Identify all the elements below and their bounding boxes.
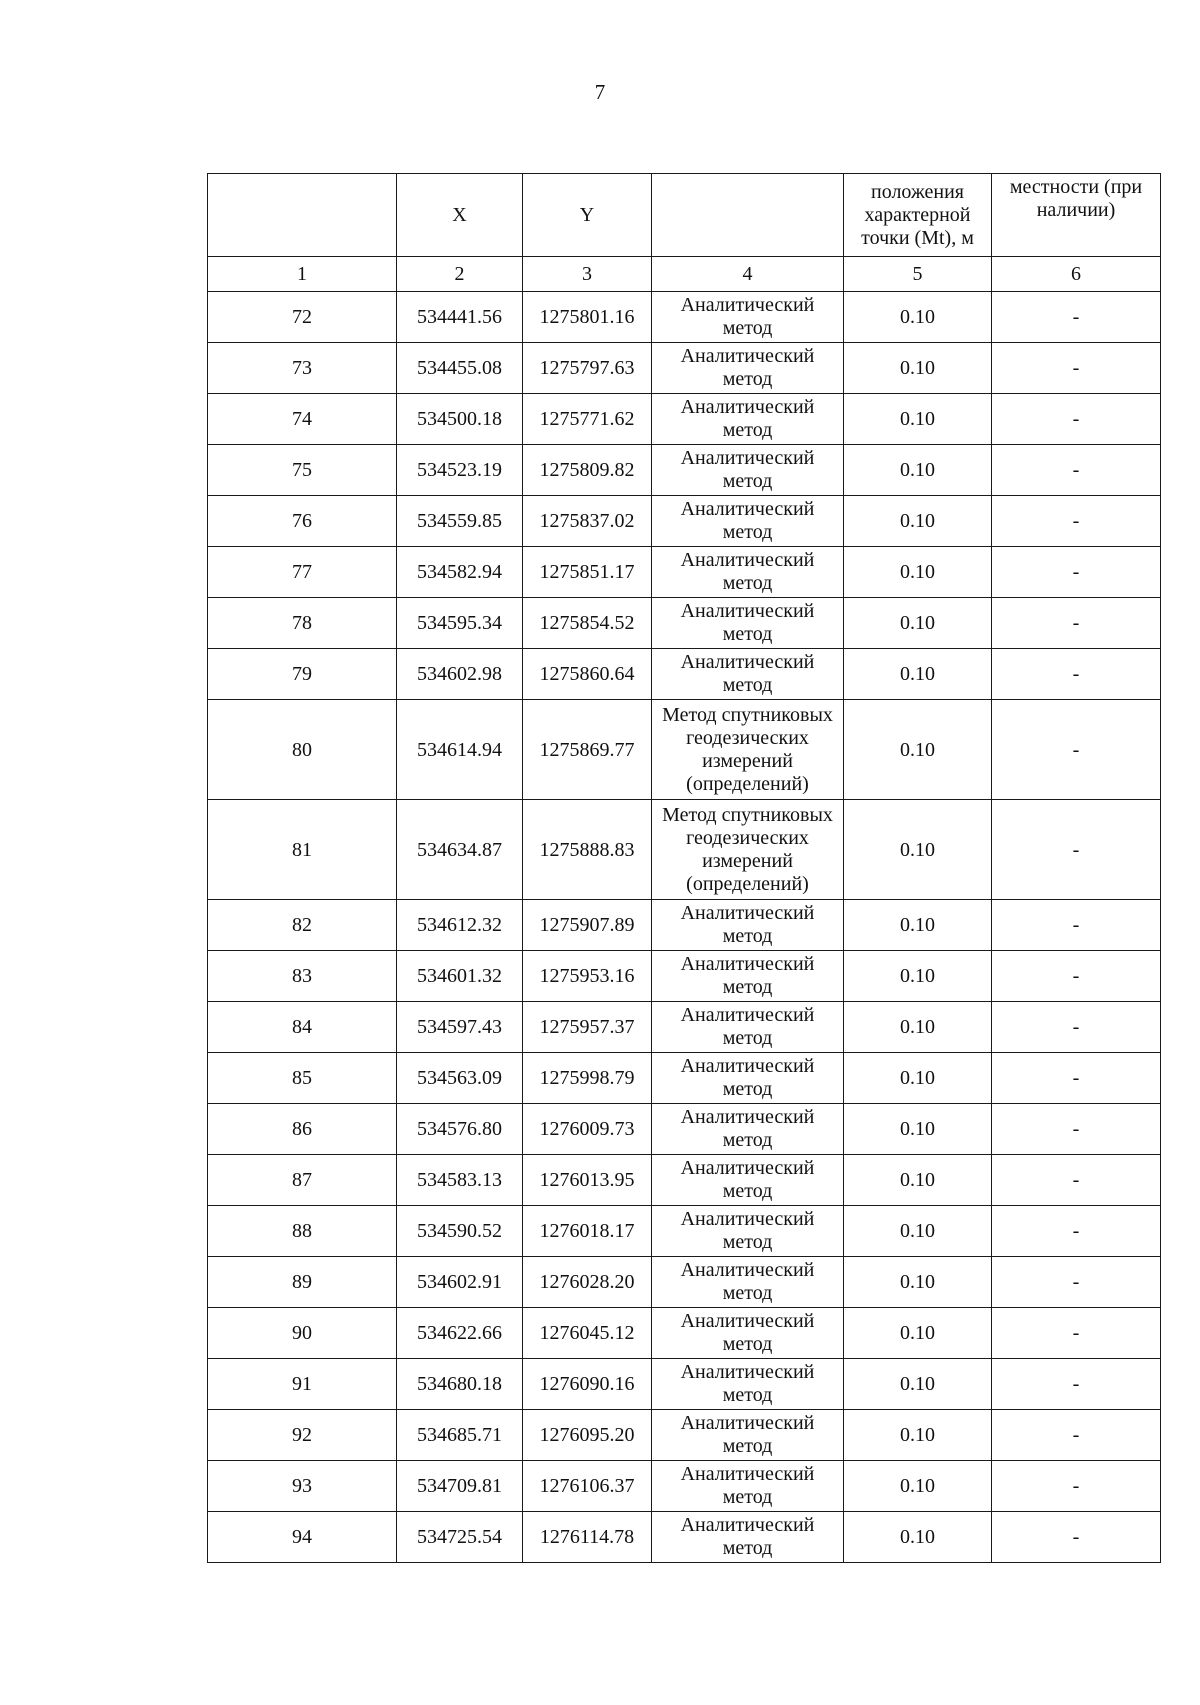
description-cell: - bbox=[992, 800, 1161, 900]
table-row bbox=[208, 1512, 1161, 1563]
y-coordinate-cell: 1275771.62 bbox=[523, 394, 652, 445]
method-line: метод bbox=[722, 1333, 773, 1355]
point-number-cell: 80 bbox=[208, 700, 397, 800]
description-cell: - bbox=[992, 1410, 1161, 1461]
accuracy-cell: 0.10 bbox=[844, 1104, 992, 1155]
method-line: метод bbox=[722, 1435, 773, 1457]
point-number-cell: 86 bbox=[208, 1104, 397, 1155]
point-number-cell: 82 bbox=[208, 900, 397, 951]
accuracy-cell: 0.10 bbox=[844, 1053, 992, 1104]
x-coordinate-cell: 534709.81 bbox=[397, 1461, 523, 1512]
point-number-cell: 88 bbox=[208, 1206, 397, 1257]
table-row bbox=[208, 598, 1161, 649]
point-number-cell: 77 bbox=[208, 547, 397, 598]
accuracy-cell: 0.10 bbox=[844, 1002, 992, 1053]
table-row bbox=[208, 445, 1161, 496]
table-row bbox=[208, 1257, 1161, 1308]
point-number-cell: 85 bbox=[208, 1053, 397, 1104]
method-line: метод bbox=[722, 1129, 773, 1151]
accuracy-cell: 0.10 bbox=[844, 1410, 992, 1461]
method-line: Аналитический bbox=[680, 1463, 815, 1485]
x-coordinate-cell: 534685.71 bbox=[397, 1410, 523, 1461]
x-coordinate-cell: 534622.66 bbox=[397, 1308, 523, 1359]
accuracy-cell: 0.10 bbox=[844, 292, 992, 343]
header-method bbox=[652, 174, 844, 257]
x-coordinate-cell: 534563.09 bbox=[397, 1053, 523, 1104]
x-coordinate-cell: 534583.13 bbox=[397, 1155, 523, 1206]
method-line: метод bbox=[722, 1027, 773, 1049]
x-coordinate-cell: 534582.94 bbox=[397, 547, 523, 598]
method-line: Аналитический bbox=[680, 1055, 815, 1077]
method-line: метод bbox=[722, 1384, 773, 1406]
description-cell: - bbox=[992, 292, 1161, 343]
accuracy-cell: 0.10 bbox=[844, 1206, 992, 1257]
point-number-cell: 89 bbox=[208, 1257, 397, 1308]
x-coordinate-cell: 534614.94 bbox=[397, 700, 523, 800]
y-coordinate-cell: 1275907.89 bbox=[523, 900, 652, 951]
y-coordinate-cell: 1275837.02 bbox=[523, 496, 652, 547]
accuracy-cell: 0.10 bbox=[844, 598, 992, 649]
table-row bbox=[208, 292, 1161, 343]
method-line: метод bbox=[722, 572, 773, 594]
x-coordinate-cell: 534601.32 bbox=[397, 951, 523, 1002]
method-line: метод bbox=[722, 1231, 773, 1253]
point-number-cell: 94 bbox=[208, 1512, 397, 1563]
table-row bbox=[208, 700, 1161, 800]
y-coordinate-cell: 1275851.17 bbox=[523, 547, 652, 598]
method-line: Метод спутниковых bbox=[662, 803, 833, 826]
x-coordinate-cell: 534559.85 bbox=[397, 496, 523, 547]
table-row bbox=[208, 1104, 1161, 1155]
point-number-cell: 75 bbox=[208, 445, 397, 496]
method-line: метод bbox=[722, 976, 773, 998]
y-coordinate-cell: 1276018.17 bbox=[523, 1206, 652, 1257]
method-line: измерений bbox=[702, 849, 793, 872]
table-row bbox=[208, 1461, 1161, 1512]
table-row bbox=[208, 1308, 1161, 1359]
description-cell: - bbox=[992, 1002, 1161, 1053]
y-coordinate-cell: 1275888.83 bbox=[523, 800, 652, 900]
method-line: Аналитический bbox=[680, 1208, 815, 1230]
accuracy-cell: 0.10 bbox=[844, 1155, 992, 1206]
coordinates-table bbox=[207, 173, 1161, 1563]
method-line: Аналитический bbox=[680, 345, 815, 367]
description-cell: - bbox=[992, 1257, 1161, 1308]
method-line: геодезических bbox=[686, 726, 809, 749]
method-cell bbox=[652, 700, 844, 800]
accuracy-cell: 0.10 bbox=[844, 343, 992, 394]
method-line: Аналитический bbox=[680, 1310, 815, 1332]
description-cell: - bbox=[992, 445, 1161, 496]
x-coordinate-cell: 534725.54 bbox=[397, 1512, 523, 1563]
method-line: Метод спутниковых bbox=[662, 703, 833, 726]
x-coordinate-cell: 534634.87 bbox=[397, 800, 523, 900]
accuracy-cell: 0.10 bbox=[844, 1308, 992, 1359]
x-coordinate-cell: 534602.91 bbox=[397, 1257, 523, 1308]
description-cell: - bbox=[992, 547, 1161, 598]
method-line: Аналитический bbox=[680, 1004, 815, 1026]
x-coordinate-cell: 534523.19 bbox=[397, 445, 523, 496]
x-coordinate-cell: 534602.98 bbox=[397, 649, 523, 700]
point-number-cell: 91 bbox=[208, 1359, 397, 1410]
accuracy-cell: 0.10 bbox=[844, 700, 992, 800]
column-number: 2 bbox=[397, 257, 523, 292]
y-coordinate-cell: 1275860.64 bbox=[523, 649, 652, 700]
description-cell: - bbox=[992, 649, 1161, 700]
method-line: метод bbox=[722, 317, 773, 339]
accuracy-cell: 0.10 bbox=[844, 1512, 992, 1563]
method-cell bbox=[652, 292, 844, 343]
x-coordinate-cell: 534595.34 bbox=[397, 598, 523, 649]
method-line: Аналитический bbox=[680, 1106, 815, 1128]
description-cell: - bbox=[992, 1053, 1161, 1104]
method-cell bbox=[652, 951, 844, 1002]
column-number-row bbox=[208, 257, 1161, 292]
table-row bbox=[208, 394, 1161, 445]
y-coordinate-cell: 1276095.20 bbox=[523, 1410, 652, 1461]
table-row bbox=[208, 343, 1161, 394]
point-number-cell: 76 bbox=[208, 496, 397, 547]
description-cell: - bbox=[992, 496, 1161, 547]
description-cell: - bbox=[992, 394, 1161, 445]
method-line: метод bbox=[722, 1078, 773, 1100]
method-cell bbox=[652, 1155, 844, 1206]
header-accuracy bbox=[844, 174, 992, 257]
method-line: Аналитический bbox=[680, 1157, 815, 1179]
method-line: Аналитический bbox=[680, 396, 815, 418]
accuracy-cell: 0.10 bbox=[844, 649, 992, 700]
method-line: метод bbox=[722, 521, 773, 543]
method-cell bbox=[652, 394, 844, 445]
description-cell: - bbox=[992, 343, 1161, 394]
table-row bbox=[208, 900, 1161, 951]
method-cell bbox=[652, 1053, 844, 1104]
y-coordinate-cell: 1276013.95 bbox=[523, 1155, 652, 1206]
x-coordinate-cell: 534612.32 bbox=[397, 900, 523, 951]
method-line: метод bbox=[722, 623, 773, 645]
table-row bbox=[208, 496, 1161, 547]
x-coordinate-cell: 534441.56 bbox=[397, 292, 523, 343]
method-cell bbox=[652, 1359, 844, 1410]
column-number: 1 bbox=[208, 257, 397, 292]
method-cell bbox=[652, 1410, 844, 1461]
header-point-number bbox=[208, 174, 397, 257]
method-cell bbox=[652, 649, 844, 700]
y-coordinate-cell: 1275953.16 bbox=[523, 951, 652, 1002]
method-line: метод bbox=[722, 1486, 773, 1508]
x-coordinate-cell: 534500.18 bbox=[397, 394, 523, 445]
method-line: метод bbox=[722, 1180, 773, 1202]
method-line: метод bbox=[722, 674, 773, 696]
header-description bbox=[992, 174, 1161, 257]
method-cell bbox=[652, 900, 844, 951]
table-row bbox=[208, 1359, 1161, 1410]
method-line: метод bbox=[722, 1282, 773, 1304]
method-line: Аналитический bbox=[680, 651, 815, 673]
column-number: 4 bbox=[652, 257, 844, 292]
accuracy-cell: 0.10 bbox=[844, 1359, 992, 1410]
method-line: Аналитический bbox=[680, 294, 815, 316]
method-line: метод bbox=[722, 470, 773, 492]
y-coordinate-cell: 1276114.78 bbox=[523, 1512, 652, 1563]
description-cell: - bbox=[992, 1104, 1161, 1155]
method-cell bbox=[652, 1308, 844, 1359]
accuracy-cell: 0.10 bbox=[844, 1257, 992, 1308]
description-cell: - bbox=[992, 1308, 1161, 1359]
method-line: метод bbox=[722, 1537, 773, 1559]
method-cell bbox=[652, 496, 844, 547]
accuracy-cell: 0.10 bbox=[844, 445, 992, 496]
table-row bbox=[208, 1155, 1161, 1206]
y-coordinate-cell: 1275801.16 bbox=[523, 292, 652, 343]
y-coordinate-cell: 1276028.20 bbox=[523, 1257, 652, 1308]
table-row bbox=[208, 547, 1161, 598]
method-cell bbox=[652, 1002, 844, 1053]
header-x: X bbox=[397, 174, 523, 257]
point-number-cell: 81 bbox=[208, 800, 397, 900]
method-line: метод bbox=[722, 368, 773, 390]
header-accuracy-line: характерной bbox=[864, 203, 971, 226]
header-description-line: местности (при bbox=[1009, 176, 1143, 198]
method-line: Аналитический bbox=[680, 498, 815, 520]
x-coordinate-cell: 534597.43 bbox=[397, 1002, 523, 1053]
description-cell: - bbox=[992, 700, 1161, 800]
method-line: (определений) bbox=[686, 872, 809, 895]
method-line: Аналитический bbox=[680, 1514, 815, 1536]
description-cell: - bbox=[992, 1461, 1161, 1512]
table-row bbox=[208, 1002, 1161, 1053]
description-cell: - bbox=[992, 1359, 1161, 1410]
method-line: Аналитический bbox=[680, 953, 815, 975]
y-coordinate-cell: 1275998.79 bbox=[523, 1053, 652, 1104]
header-y: Y bbox=[523, 174, 652, 257]
point-number-cell: 72 bbox=[208, 292, 397, 343]
x-coordinate-cell: 534455.08 bbox=[397, 343, 523, 394]
point-number-cell: 74 bbox=[208, 394, 397, 445]
point-number-cell: 84 bbox=[208, 1002, 397, 1053]
point-number-cell: 79 bbox=[208, 649, 397, 700]
y-coordinate-cell: 1276106.37 bbox=[523, 1461, 652, 1512]
method-line: Аналитический bbox=[680, 447, 815, 469]
column-number: 6 bbox=[992, 257, 1161, 292]
point-number-cell: 90 bbox=[208, 1308, 397, 1359]
accuracy-cell: 0.10 bbox=[844, 1461, 992, 1512]
point-number-cell: 78 bbox=[208, 598, 397, 649]
description-cell: - bbox=[992, 598, 1161, 649]
method-cell bbox=[652, 800, 844, 900]
method-cell bbox=[652, 547, 844, 598]
x-coordinate-cell: 534590.52 bbox=[397, 1206, 523, 1257]
page-number: 7 bbox=[594, 80, 606, 104]
table-row bbox=[208, 1410, 1161, 1461]
method-line: метод bbox=[722, 925, 773, 947]
y-coordinate-cell: 1275797.63 bbox=[523, 343, 652, 394]
point-number-cell: 73 bbox=[208, 343, 397, 394]
point-number-cell: 83 bbox=[208, 951, 397, 1002]
method-cell bbox=[652, 1461, 844, 1512]
accuracy-cell: 0.10 bbox=[844, 800, 992, 900]
accuracy-cell: 0.10 bbox=[844, 496, 992, 547]
method-line: (определений) bbox=[686, 772, 809, 795]
method-cell bbox=[652, 598, 844, 649]
method-line: измерений bbox=[702, 749, 793, 772]
accuracy-cell: 0.10 bbox=[844, 900, 992, 951]
method-line: Аналитический bbox=[680, 1412, 815, 1434]
y-coordinate-cell: 1276090.16 bbox=[523, 1359, 652, 1410]
accuracy-cell: 0.10 bbox=[844, 394, 992, 445]
method-cell bbox=[652, 1512, 844, 1563]
table-row bbox=[208, 1053, 1161, 1104]
table-row bbox=[208, 800, 1161, 900]
method-line: Аналитический bbox=[680, 902, 815, 924]
y-coordinate-cell: 1276045.12 bbox=[523, 1308, 652, 1359]
table-row bbox=[208, 649, 1161, 700]
x-coordinate-cell: 534576.80 bbox=[397, 1104, 523, 1155]
y-coordinate-cell: 1276009.73 bbox=[523, 1104, 652, 1155]
x-coordinate-cell: 534680.18 bbox=[397, 1359, 523, 1410]
method-cell bbox=[652, 343, 844, 394]
method-cell bbox=[652, 1206, 844, 1257]
accuracy-cell: 0.10 bbox=[844, 951, 992, 1002]
description-cell: - bbox=[992, 900, 1161, 951]
column-number: 3 bbox=[523, 257, 652, 292]
y-coordinate-cell: 1275957.37 bbox=[523, 1002, 652, 1053]
method-line: геодезических bbox=[686, 826, 809, 849]
table-row bbox=[208, 951, 1161, 1002]
method-line: Аналитический bbox=[680, 549, 815, 571]
y-coordinate-cell: 1275809.82 bbox=[523, 445, 652, 496]
column-number: 5 bbox=[844, 257, 992, 292]
point-number-cell: 87 bbox=[208, 1155, 397, 1206]
method-line: Аналитический bbox=[680, 600, 815, 622]
description-cell: - bbox=[992, 1512, 1161, 1563]
description-cell: - bbox=[992, 951, 1161, 1002]
accuracy-cell: 0.10 bbox=[844, 547, 992, 598]
method-cell bbox=[652, 445, 844, 496]
description-cell: - bbox=[992, 1206, 1161, 1257]
header-accuracy-line: точки (Mt), м bbox=[861, 226, 974, 249]
method-line: метод bbox=[722, 419, 773, 441]
point-number-cell: 92 bbox=[208, 1410, 397, 1461]
method-cell bbox=[652, 1257, 844, 1308]
description-cell: - bbox=[992, 1155, 1161, 1206]
y-coordinate-cell: 1275869.77 bbox=[523, 700, 652, 800]
header-description-line: наличии) bbox=[1036, 199, 1116, 221]
method-line: Аналитический bbox=[680, 1361, 815, 1383]
y-coordinate-cell: 1275854.52 bbox=[523, 598, 652, 649]
table-row bbox=[208, 1206, 1161, 1257]
method-cell bbox=[652, 1104, 844, 1155]
point-number-cell: 93 bbox=[208, 1461, 397, 1512]
method-line: Аналитический bbox=[680, 1259, 815, 1281]
header-row bbox=[208, 174, 1161, 257]
header-accuracy-line: положения bbox=[871, 180, 964, 203]
